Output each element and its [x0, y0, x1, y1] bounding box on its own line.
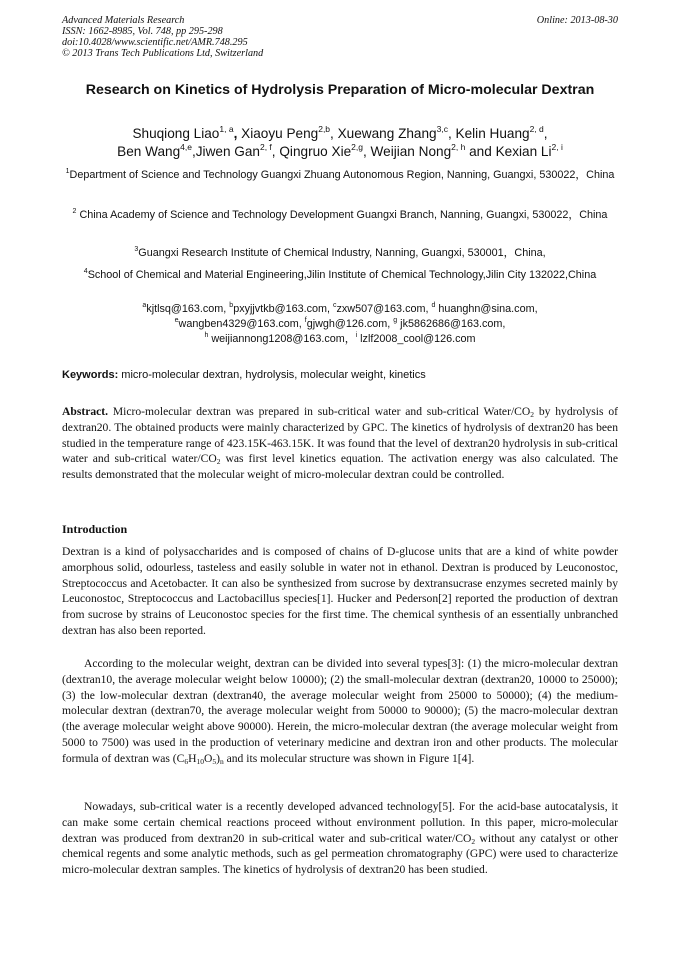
affiliation	[62, 268, 618, 282]
affiliation	[62, 208, 618, 222]
keywords-label: Keywords:	[62, 369, 119, 381]
formula-element: H	[188, 751, 197, 765]
affiliation-text: Guangxi Research Institute of Chemical Industry, Nanning, Guangxi, 530001，China,	[138, 247, 546, 259]
email-link[interactable]: jk5862686@163.com,	[397, 318, 506, 330]
subscript: 5	[212, 756, 217, 766]
email-marker: c	[332, 302, 337, 309]
email-marker: d	[431, 302, 436, 309]
subscript: 6	[184, 756, 189, 766]
journal-header	[62, 15, 618, 59]
journal-copyright: © 2013 Trans Tech Publications Ltd, Switzerland	[62, 48, 264, 59]
author-affil-marker: 2, d	[529, 124, 544, 134]
author-affil-marker: 2,g	[351, 142, 363, 152]
author-affil-marker: 2, f	[259, 142, 272, 152]
intro-paragraph	[62, 799, 618, 878]
email-marker: i	[355, 332, 358, 339]
paragraph-text: without any catalyst or other chemical regents and some analytic methods, such as gel permeation chromatography (GPC) were used to characterize micro-molecular dextran samples. The kinetics of hydrolysis of dextran20 has been studied.	[62, 831, 618, 877]
subscript: 2	[471, 836, 476, 846]
formula-element: O	[203, 751, 213, 765]
abstract-text: was first level kinetics equation. The activation energy was also calculated. The results demonstrated that the molecular weight of micro-molecular dextran could be controlled.	[62, 452, 619, 482]
email-marker: a	[142, 302, 147, 309]
author-name: Xiaoyu Peng	[241, 126, 319, 141]
email-link[interactable]: wangben4329@163.com,	[178, 318, 305, 330]
email-link[interactable]: zxw507@163.com,	[336, 303, 432, 315]
affiliation-text: Department of Science and Technology Guangxi Zhuang Autonomous Region, Nanning, Guangxi, 530022，China	[69, 169, 615, 181]
email-link[interactable]: gjwgh@126.com,	[306, 318, 394, 330]
email-link[interactable]: pxyjjvtkb@163.com,	[233, 303, 333, 315]
keywords	[62, 368, 618, 382]
author-affil-marker: 1, a	[219, 124, 234, 134]
author-name: Qingruo Xie	[279, 144, 352, 159]
email-link[interactable]: kjtlsq@163.com,	[146, 303, 230, 315]
author-affil-marker: 2, i	[551, 142, 563, 152]
subscript: 2	[216, 457, 221, 467]
affiliation	[62, 168, 618, 182]
author-list: Shuqiong Liao$^{1, a}$, Xiaoyu Peng$^{2,b}$, Xuewang Zhang$^{3,c}$, Kelin Huang$^{2, d}$, Ben Wang$^{4,e}$,Jiwen Gan$^{2, f}$, Qingruo Xie$^{2,g}$, Weijian Nong$^{2, h}$ and Kexian Li$^{2, i}$	[117, 124, 563, 159]
author-affil-marker: 2, h	[451, 142, 466, 152]
author-name: Kelin Huang	[455, 126, 530, 141]
abstract-text: Micro-molecular dextran was prepared in sub-critical water and sub-critical Water/CO	[108, 405, 531, 418]
paragraph-text: and its molecular structure was shown in Figure 1[4].	[223, 751, 475, 765]
online-date: Online: 2013-08-30	[536, 15, 618, 26]
email-marker: h	[204, 332, 209, 339]
subscript: 2	[530, 410, 535, 419]
email-link[interactable]: weijiannong1208@163.com，	[208, 333, 356, 345]
intro-paragraph	[62, 656, 618, 767]
paragraph-text: Nowadays, sub-critical water is a recently developed advanced technology[5]. For the acid-base autocatalysis, it can make some certain chemical reactions proceed without environment pollution. In this paper, micro-molecular dextran was produced from dextran20 in sub-critical water and sub-critical water/CO	[62, 800, 618, 845]
author-name: Kexian Li	[495, 144, 552, 159]
email-marker: f	[304, 317, 307, 324]
affiliation-number: 1	[65, 168, 70, 175]
author-affil-marker: 2,b	[318, 124, 331, 134]
author-emails	[62, 302, 618, 347]
affiliation-number: 3	[134, 246, 139, 253]
formula-element: )	[216, 751, 220, 765]
author-affil-marker: 4,e	[180, 142, 192, 152]
affiliation-number: 2	[72, 208, 77, 215]
journal-name: Advanced Materials Research	[62, 15, 185, 26]
journal-issn: ISSN: 1662-8985, Vol. 748, pp 295-298	[62, 26, 223, 37]
abstract-label: Abstract.	[62, 405, 109, 418]
author-name: Jiwen Gan	[195, 144, 260, 159]
email-link[interactable]: lzlf2008_cool@126.com	[357, 333, 476, 345]
author-name: Xuewang Zhang	[337, 126, 437, 141]
journal-doi: doi:10.4028/www.scientific.net/AMR.748.295	[62, 37, 248, 48]
email-marker: e	[174, 317, 179, 324]
intro-paragraph: Dextran is a kind of polysaccharides and is composed of chains of D-glucose units that are a kind of white powder amorphous solid, odourless, tasteless and easily soluble in water not in ethanol. Dextran is produced by Leuconostoc, Streptococcus and Acetobacter. It can also be synthesized from sucrose by dextransucrase enzymes secreted mainly by Leuconostoc, Streptococcus and Lactobacillus species[1]. Hucker and Pederson[2] reported the production of dextran from sucrose by strains of Leuconostoc species for the first time. The chemical synthesis of an essentially unbranched dextran has also been reported.	[62, 545, 618, 637]
subscript: n	[219, 756, 224, 766]
author-name: Shuqiong Liao	[132, 126, 220, 141]
email-marker: b	[229, 302, 234, 309]
author-affil-marker: 3,c	[436, 124, 448, 134]
affiliation-text: School of Chemical and Material Engineering,Jilin Institute of Chemical Technology,Jilin City 132022,China	[87, 269, 597, 281]
author-name: Ben Wang	[117, 144, 181, 159]
abstract-text: by hydrolysis of dextran20. The obtained products were mainly characterized by GPC. The kinetics of hydrolysis of dextran20 has been studied in the temperature range of 423.15K-463.15K. It was found that the level of dextran20 hydrolysis in sub-critical water and sub-critical water/CO	[62, 405, 619, 466]
affiliation	[62, 246, 618, 260]
author-name: Weijian Nong	[370, 144, 452, 159]
keywords-text: micro-molecular dextran, hydrolysis, molecular weight, kinetics	[118, 369, 426, 381]
email-link[interactable]: huanghn@sina.com,	[435, 303, 538, 315]
affiliation-text: China Academy of Science and Technology Development Guangxi Branch, Nanning, Guangxi, 530022，China	[79, 209, 608, 221]
affiliation-number: 4	[83, 268, 88, 275]
abstract	[62, 404, 618, 483]
paper-title: Research on Kinetics of Hydrolysis Preparation of Micro-molecular Dextran	[85, 82, 595, 98]
section-heading: Introduction	[62, 522, 128, 536]
email-marker: g	[393, 317, 398, 324]
paragraph-text: According to the molecular weight, dextran can be divided into several types[3]: (1) the micro-molecular dextran (dextran10, the average molecular weight below 10000); (2) the small-molecular dextran (dextran20, 10000 to 25000); (3) the low-molecular dextran (dextran40, the average molecular weight from 25000 to 50000); (4) the medium-molecular dextran (dextran70, the average molecular weight from 50000 to 90000); (5) the macro-molecular dextran (the average molecular weight above 90000). Herein, the micro-molecular dextran (the average molecular weight from 5000 to 7500) was used in the production of veterinary medicine and dextran iron and other products. The molecular formula of dextran was (C	[62, 657, 618, 765]
subscript: 10	[196, 756, 204, 766]
